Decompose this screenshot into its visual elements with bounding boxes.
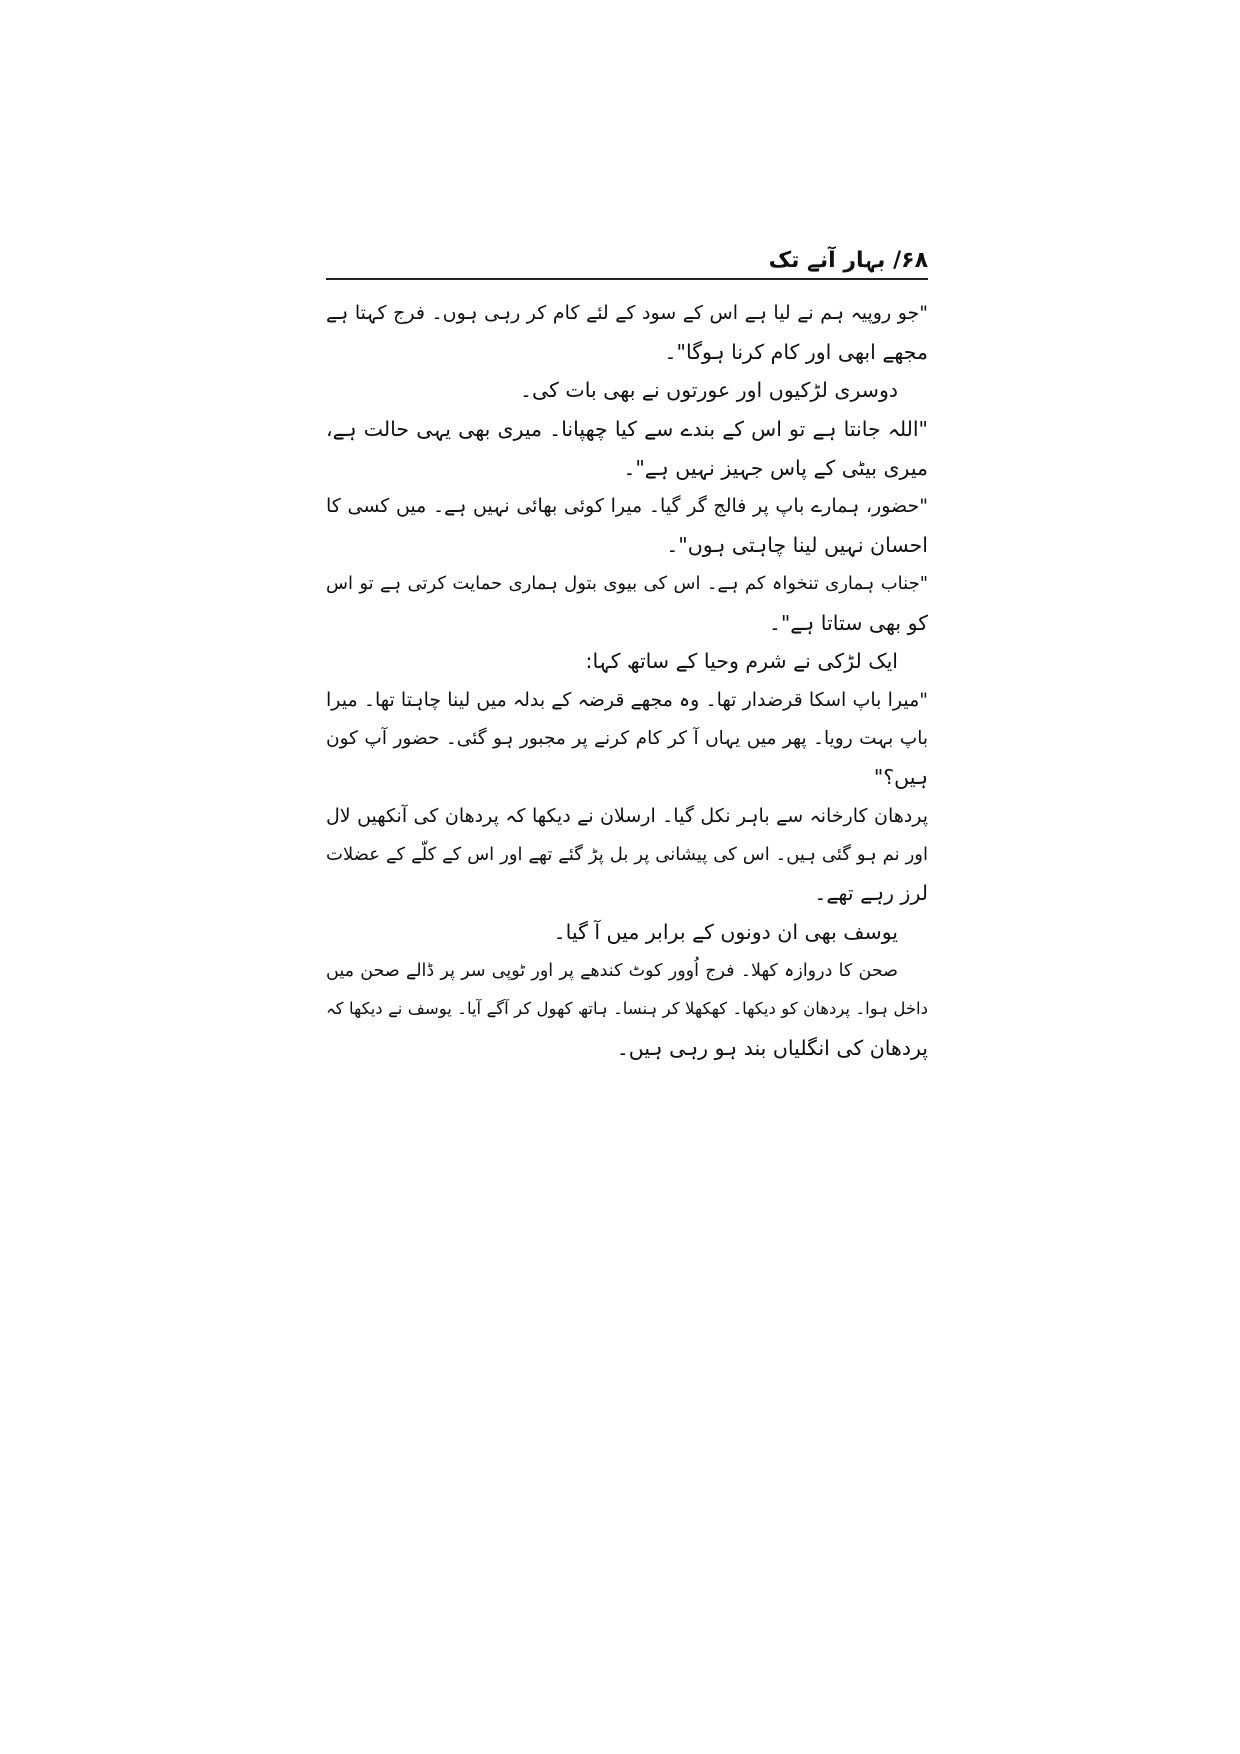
running-head: ۶۸/ بہار آنے تک (768, 248, 928, 273)
text-line: مجھے ابھی اور کام کرنا ہوگا"۔ (664, 339, 928, 364)
text-line: صحن کا دروازہ کھلا۔ فرج اُوور کوٹ کندھے پر اور ٹوپی سر پر ڈالے صحن میں (326, 960, 898, 981)
text-line: پردھان کی انگلیاں بند ہو رہی ہیں۔ (616, 1036, 928, 1061)
text-line: کو بھی ستاتا ہے"۔ (768, 610, 928, 635)
text-line: "میرا باپ اسکا قرضدار تھا۔ وہ مجھے قرضہ کے بدلہ میں لینا چاہتا تھا۔ میرا (326, 688, 928, 711)
text-line: لرز رہے تھے۔ (814, 881, 928, 906)
text-line: "حضور، ہمارے باپ پر فالج گر گیا۔ میرا کوئی بھائی نہیں ہے۔ میں کسی کا (326, 495, 928, 518)
text-line: "جناب ہماری تنخواہ کم ہے۔ اس کی بیوی بتول ہماری حمایت کرتی ہے تو اس (326, 572, 928, 594)
text-line: ہیں؟" (873, 765, 928, 790)
text-line: ایک لڑکی نے شرم وحیا کے ساتھ کہا: (585, 649, 898, 674)
text-line: "اللہ جانتا ہے تو اس کے بندے سے کیا چھپانا۔ میری بھی یہی حالت ہے، (326, 417, 928, 442)
body-text (326, 294, 928, 1068)
text-line: پردھان کارخانہ سے باہر نکل گیا۔ ارسلان نے دیکھا کہ پردھان کی آنکھیں لال (326, 804, 928, 827)
text-line: یوسف بھی ان دونوں کے برابر میں آ گیا۔ (553, 920, 898, 944)
page-header (326, 244, 928, 278)
text-line: داخل ہوا۔ پردھان کو دیکھا۔ کھکھلا کر ہنسا۔ ہاتھ کھول کر آگے آیا۔ یوسف نے دیکھا کہ (326, 999, 928, 1019)
text-line: دوسری لڑکیوں اور عورتوں نے بھی بات کی۔ (520, 378, 898, 403)
text-line: میری بیٹی کے پاس جہیز نہیں ہے"۔ (623, 455, 928, 480)
header-rule (326, 278, 928, 280)
text-line: باپ بہت رویا۔ پھر میں یہاں آ کر کام کرنے پر مجبور ہو گئی۔ حضور آپ کون (326, 727, 928, 749)
text-line: "جو روپیہ ہم نے لیا ہے اس کے سود کے لئے کام کر رہی ہوں۔ فرج کہتا ہے (326, 302, 928, 324)
text-line: احسان نہیں لینا چاہتی ہوں"۔ (666, 533, 928, 558)
text-line: اور نم ہو گئی ہیں۔ اس کی پیشانی پر بل پڑ گئے تھے اور اس کے کلّے کے عضلات (326, 843, 928, 865)
